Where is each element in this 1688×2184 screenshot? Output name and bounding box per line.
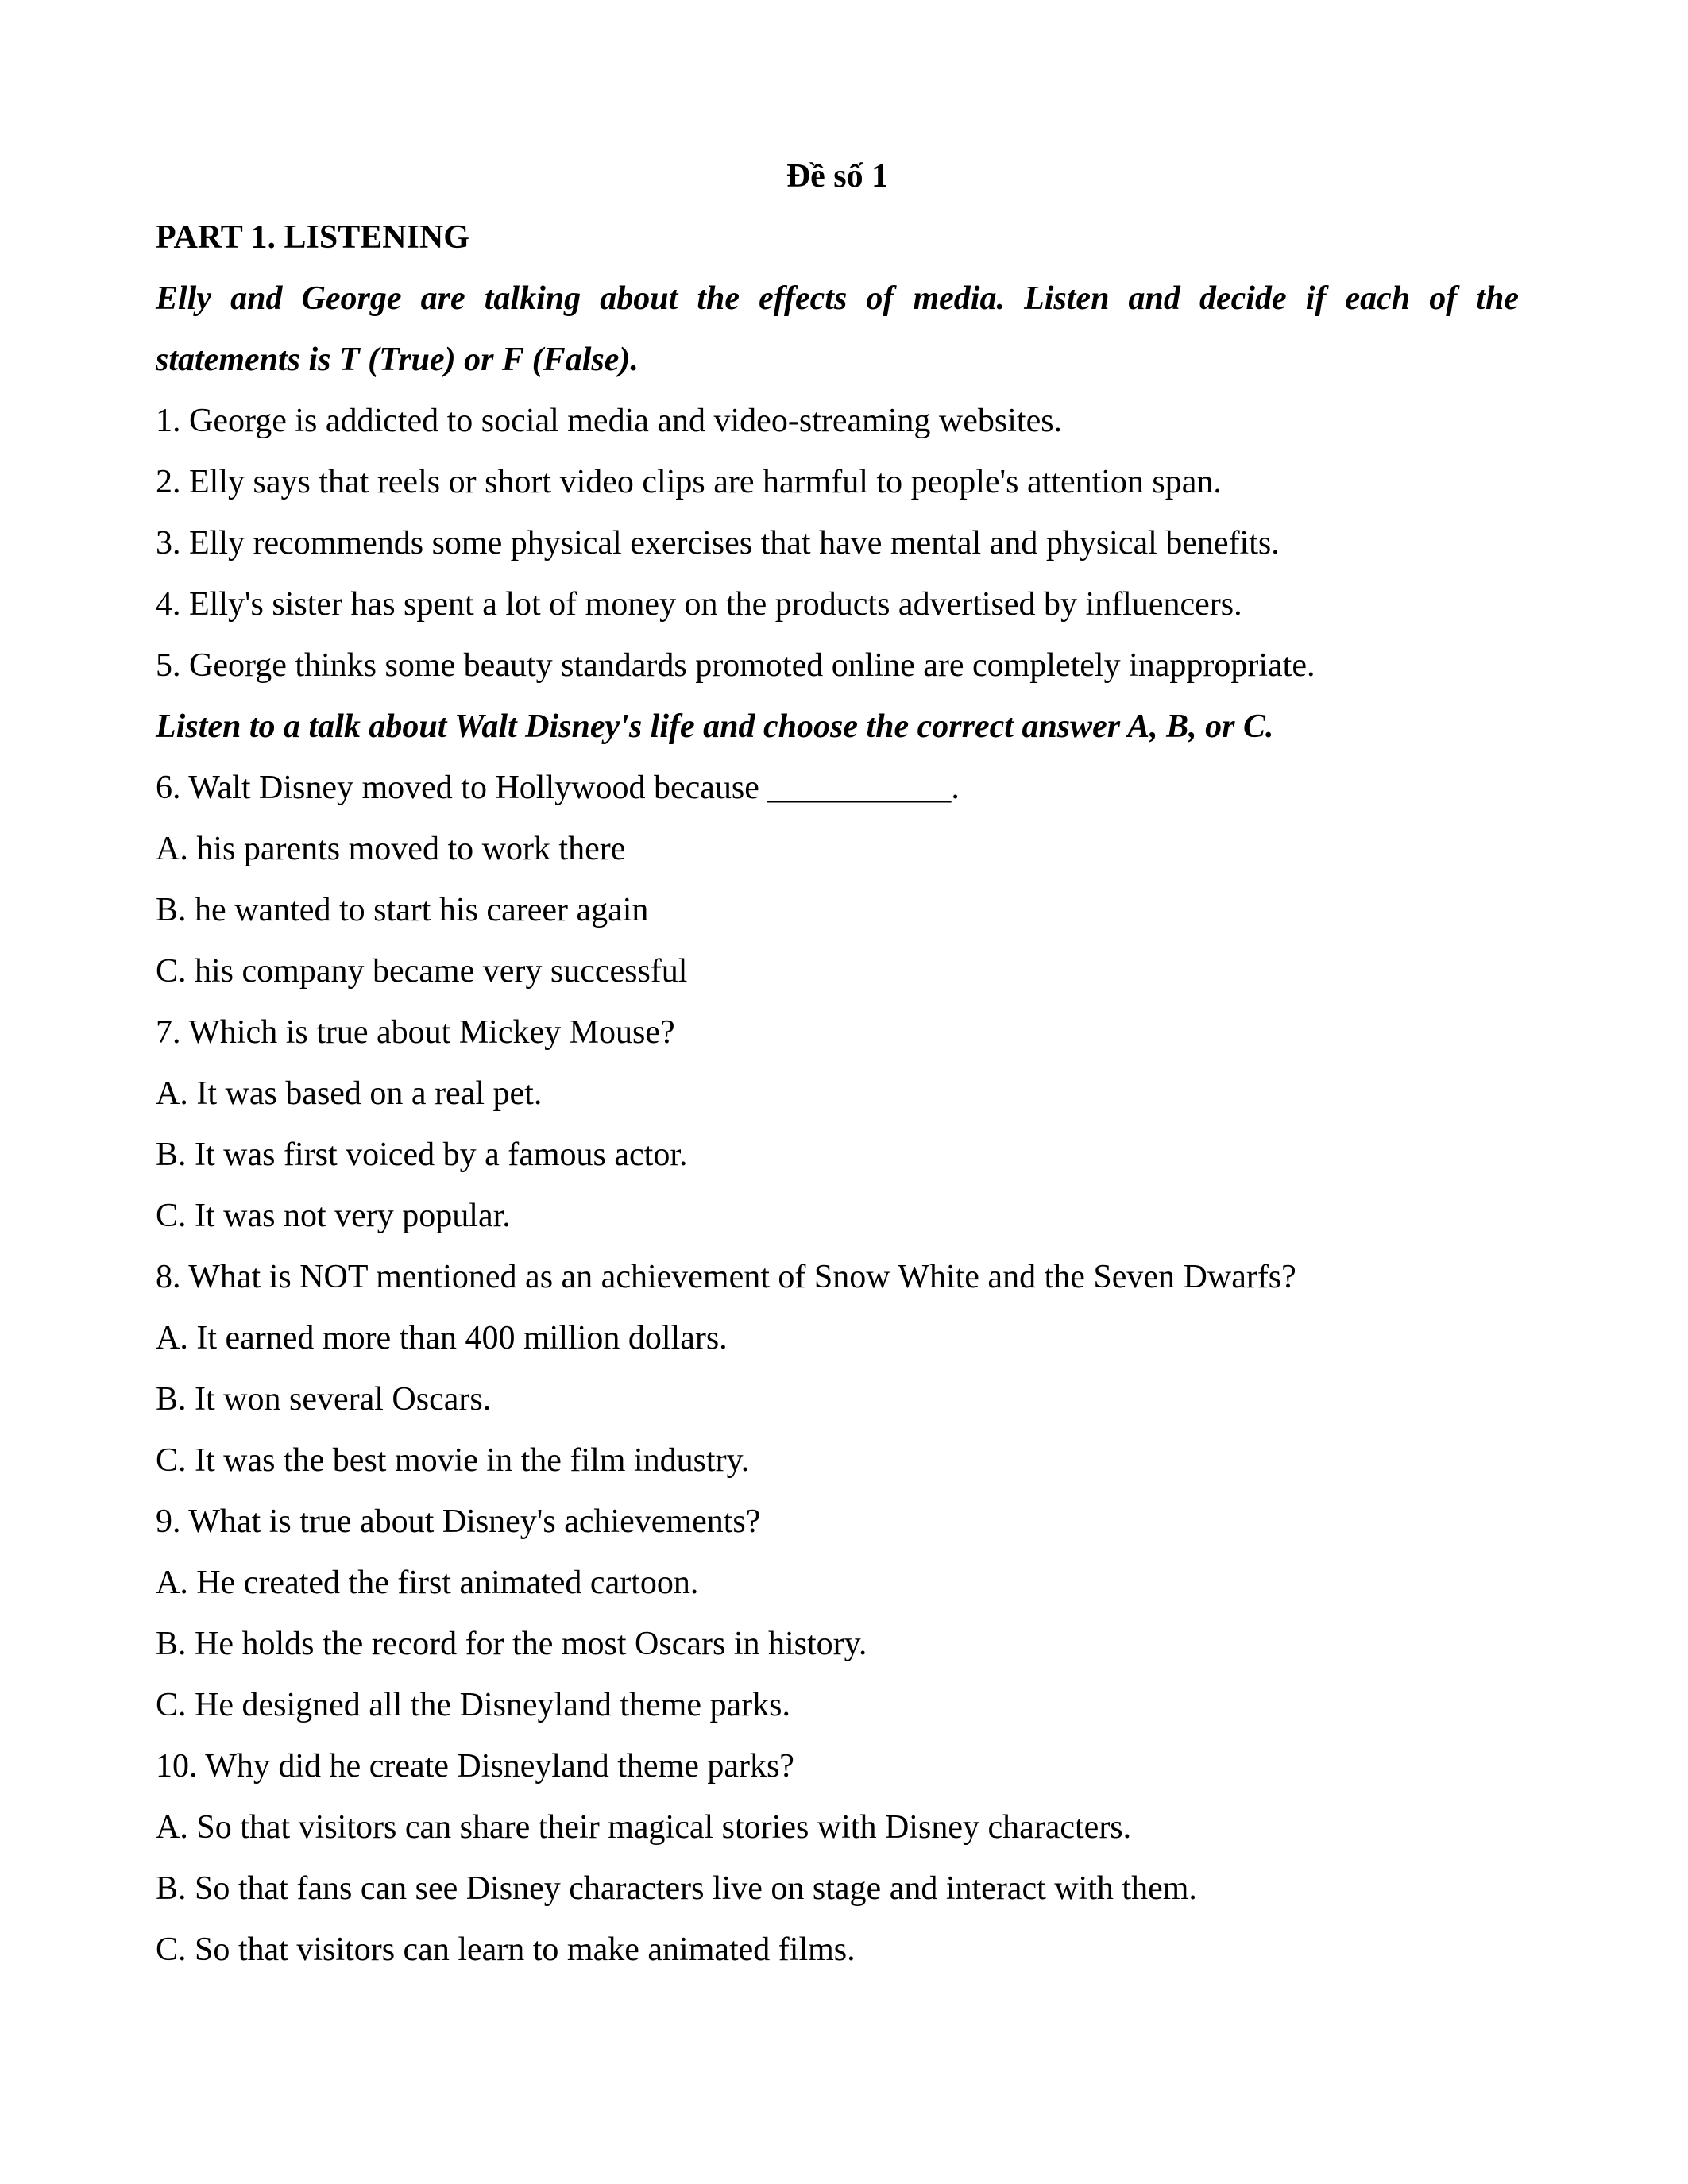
answer-option: A. his parents moved to work there: [156, 831, 626, 867]
question-list: [156, 758, 1519, 1981]
statement-item: 5. George thinks some beauty standards promoted online are completely inappropriate.: [156, 647, 1315, 684]
section2-instruction: Listen to a talk about Walt Disney's life and choose the correct answer A, B, or C.: [156, 708, 1274, 745]
answer-option: B. He holds the record for the most Oscars in history.: [156, 1626, 867, 1662]
answer-option: C. So that visitors can learn to make animated films.: [156, 1931, 856, 1968]
answer-option: C. It was not very popular.: [156, 1198, 511, 1234]
answer-option: B. So that fans can see Disney characters live on stage and interact with them.: [156, 1870, 1197, 1907]
part-heading: PART 1. LISTENING: [156, 219, 469, 256]
document-page: [156, 146, 1519, 1981]
answer-option: C. It was the best movie in the film industry.: [156, 1442, 750, 1479]
answer-option: A. It earned more than 400 million dollars.: [156, 1320, 728, 1356]
statement-item: 2. Elly says that reels or short video clips are harmful to people's attention span.: [156, 464, 1222, 500]
answer-option: A. It was based on a real pet.: [156, 1075, 543, 1112]
answer-option: C. He designed all the Disneyland theme parks.: [156, 1687, 790, 1723]
statement-list: [156, 391, 1519, 696]
answer-option: B. It won several Oscars.: [156, 1381, 492, 1418]
question-text: 9. What is true about Disney's achievements?: [156, 1503, 761, 1540]
section1-instruction-line2: statements is T (True) or F (False).: [156, 341, 639, 378]
section1-instruction-line1: Elly and George are talking about the effects of media. Listen and decide if each of the: [156, 280, 1519, 317]
question-text: 10. Why did he create Disneyland theme parks?: [156, 1748, 794, 1785]
question-text: 6. Walt Disney moved to Hollywood because ___________.: [156, 770, 960, 806]
question-text: 8. What is NOT mentioned as an achievement of Snow White and the Seven Dwarfs?: [156, 1259, 1296, 1295]
answer-option: B. It was first voiced by a famous actor.: [156, 1136, 688, 1173]
document-title: Đề số 1: [786, 158, 889, 195]
statement-item: 1. George is addicted to social media and video-streaming websites.: [156, 403, 1063, 439]
answer-option: B. he wanted to start his career again: [156, 892, 649, 928]
statement-item: 4. Elly's sister has spent a lot of money on the products advertised by influencers.: [156, 586, 1242, 623]
answer-option: A. So that visitors can share their magical stories with Disney characters.: [156, 1809, 1132, 1846]
question-text: 7. Which is true about Mickey Mouse?: [156, 1014, 675, 1051]
answer-option: A. He created the first animated cartoon.: [156, 1565, 699, 1601]
statement-item: 3. Elly recommends some physical exercises that have mental and physical benefits.: [156, 525, 1280, 561]
answer-option: C. his company became very successful: [156, 953, 688, 990]
